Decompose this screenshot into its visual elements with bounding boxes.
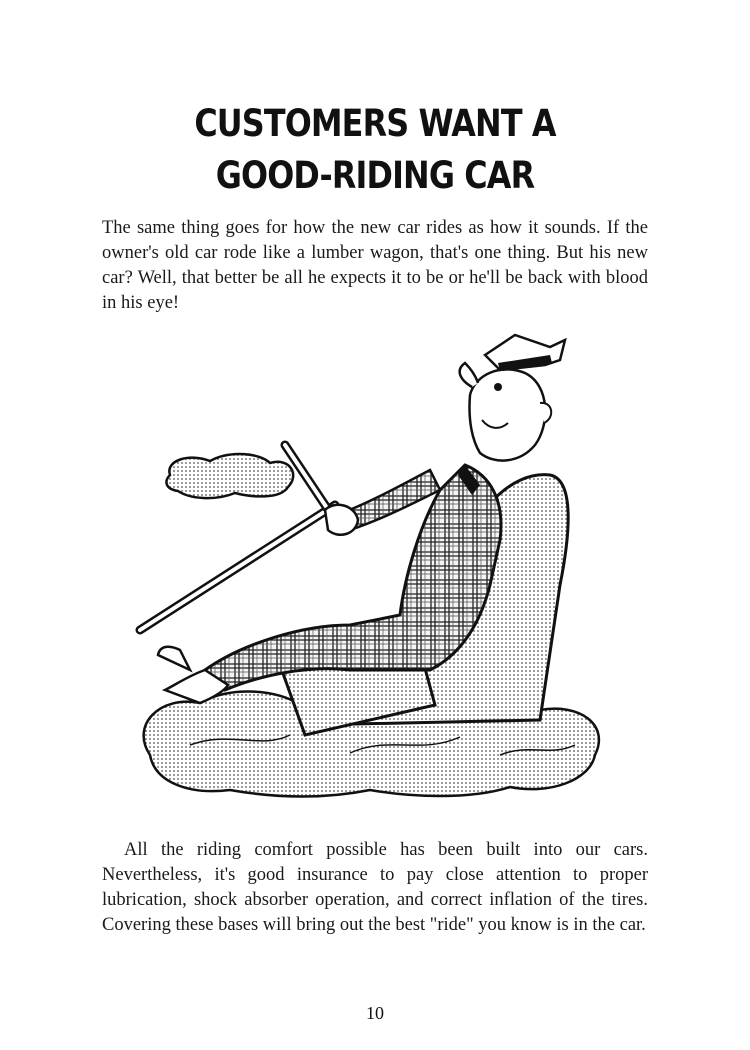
page-number: 10 — [366, 1003, 384, 1023]
small-cloud-shape — [166, 454, 293, 498]
body-paragraph: All the riding comfort possible has been built into our cars. Nevertheless, it's good insurance to pay close attention to proper lubrication, shock absorber operation, and correct inflation of the tires. Covering these bases will bring out the best "ride" you know is in the car. — [102, 840, 648, 935]
title-line-1: CUSTOMERS WANT A — [194, 102, 556, 145]
title-line-2: GOOD-RIDING CAR — [215, 154, 535, 197]
man-in-armchair-on-cloud-illustration — [120, 325, 620, 825]
page-title — [53, 98, 698, 202]
intro-paragraph: The same thing goes for how the new car rides as how it sounds. If the owner's old car rode like a lumber wagon, that's one thing. But his new car? Well, that better be all he expects it to be or he'll be back with blood in his eye! — [102, 218, 648, 313]
